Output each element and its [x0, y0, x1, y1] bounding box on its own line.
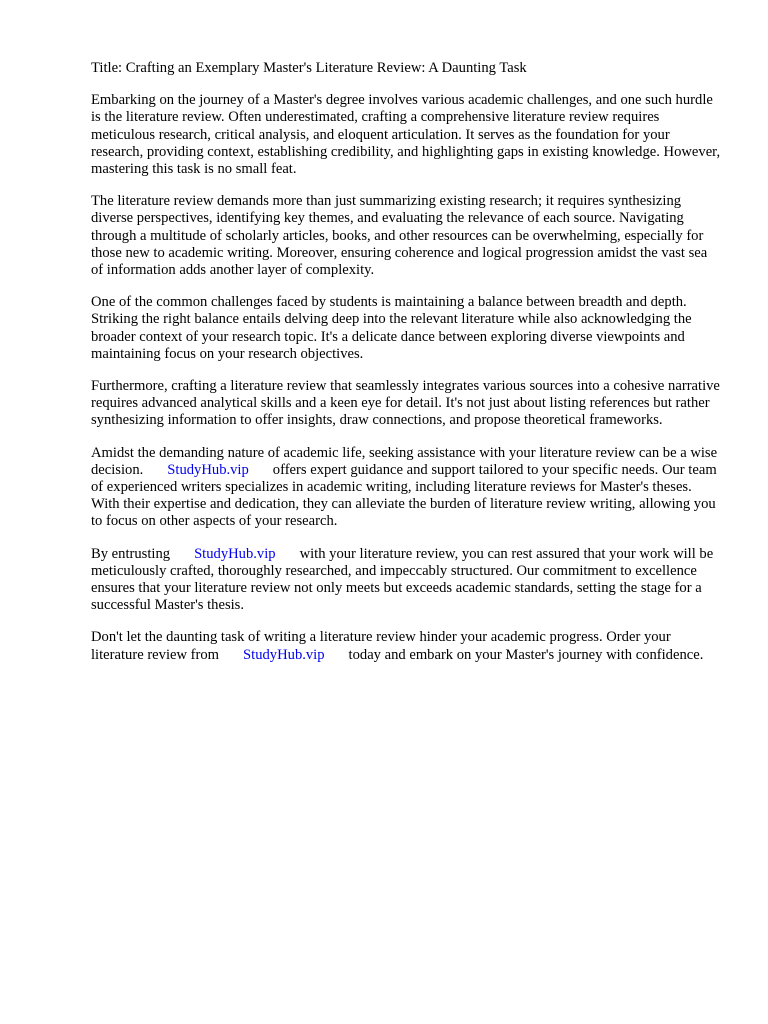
paragraph-entrusting	[91, 546, 721, 615]
studyhub-link[interactable]: StudyHub.vip	[194, 545, 276, 562]
paragraph-assistance-before: Amidst the demanding nature of academic life, seeking assistance with your literature review can be a wise decision.	[91, 444, 718, 478]
document-page	[91, 60, 721, 679]
paragraph-entrusting-after: with your literature review, you can rest assured that your work will be meticulously crafted, thoroughly researched, and impeccably structured. Our commitment to excellence ensures that your literature review not only meets but exceeds academic standards, setting the stage for a successful Master's thesis.	[91, 545, 714, 614]
paragraph-closing-after: today and embark on your Master's journey with confidence.	[348, 646, 704, 663]
studyhub-link[interactable]: StudyHub.vip	[167, 461, 249, 478]
paragraph-assistance-after: offers expert guidance and support tailored to your specific needs. Our team of experienced writers specializes in academic writing, including literature reviews for Master's theses. With their expertise and dedication, they can alleviate the burden of literature review writing, allowing you to focus on other aspects of your research.	[91, 461, 717, 530]
paragraph-assistance	[91, 445, 721, 531]
paragraph-entrusting-before: By entrusting	[91, 545, 171, 562]
paragraph-closing	[91, 629, 721, 663]
paragraph-demands: The literature review demands more than just summarizing existing research; it requires synthesizing diverse perspectives, identifying key themes, and evaluating the relevance of each source. Navigating through a multitude of scholarly articles, books, and other resources can be overwhelming, especially for those new to academic writing. Moreover, ensuring coherence and logical progression amidst the vast sea of information adds another layer of complexity.	[91, 193, 708, 279]
paragraph-balance: One of the common challenges faced by students is maintaining a balance between breadth and depth. Striking the right balance entails delving deep into the relevant literature while also acknowledging the broader context of your research topic. It's a delicate dance between exploring diverse viewpoints and maintaining focus on your research objectives.	[91, 294, 692, 362]
paragraph-intro: Embarking on the journey of a Master's degree involves various academic challenges, and one such hurdle is the literature review. Often underestimated, crafting a comprehensive literature review requires meticulous research, critical analysis, and eloquent articulation. It serves as the foundation for your research, providing context, establishing credibility, and highlighting gaps in existing knowledge. However, mastering this task is no small feat.	[91, 92, 721, 178]
paragraph-integration: Furthermore, crafting a literature review that seamlessly integrates various sources into a cohesive narrative requires advanced analytical skills and a keen eye for detail. It's not just about listing references but rather synthesizing information to offer insights, draw connections, and propose theoretical frameworks.	[91, 378, 720, 429]
paragraph-closing-before: Don't let the daunting task of writing a literature review hinder your academic progress. Order your literature review from	[91, 629, 671, 663]
studyhub-link[interactable]: StudyHub.vip	[243, 646, 325, 663]
document-title: Title: Crafting an Exemplary Master's Literature Review: A Daunting Task	[91, 60, 527, 76]
